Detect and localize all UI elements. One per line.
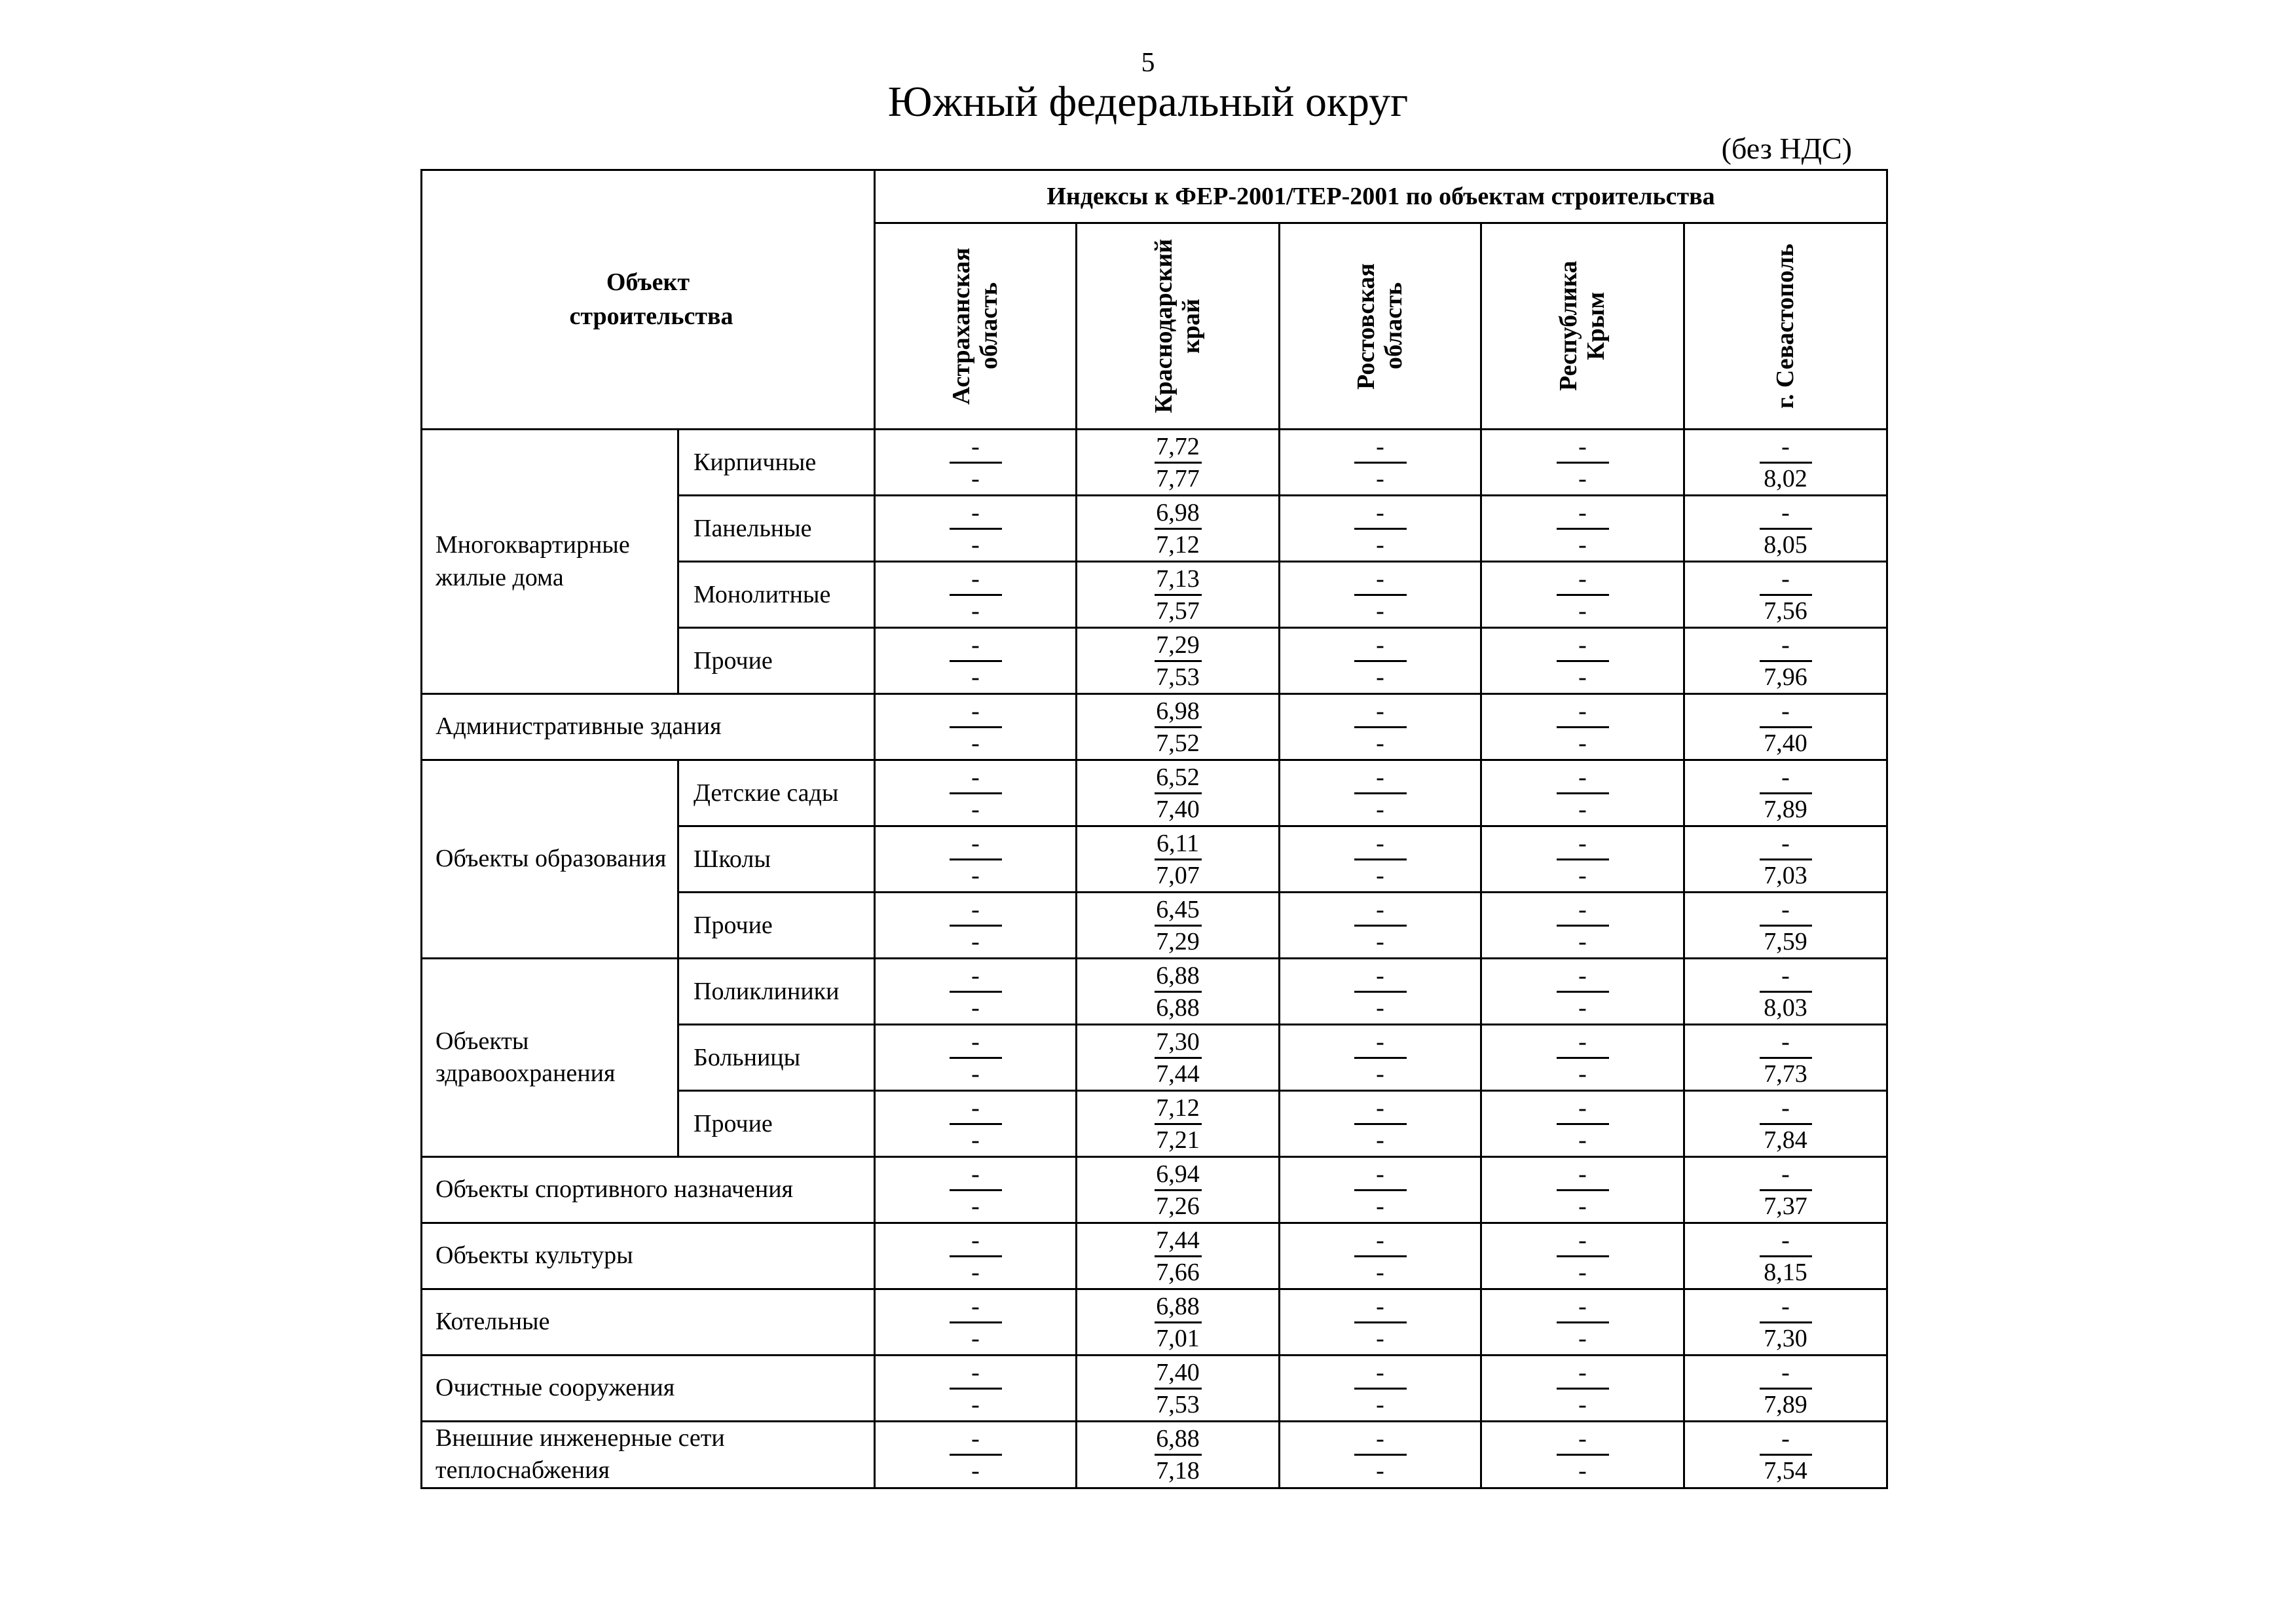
fer-index: -	[950, 961, 1002, 993]
category-cell: Объекты образования	[422, 760, 678, 959]
ter-index: -	[971, 1258, 980, 1286]
region-header-label: г. Севастополь	[1771, 243, 1799, 409]
fer-index: -	[950, 432, 1002, 464]
ter-index: 7,01	[1156, 1324, 1200, 1352]
fer-index: -	[1760, 828, 1812, 860]
fer-index: -	[1760, 1093, 1812, 1125]
ter-index: -	[1376, 795, 1384, 823]
region-header-label: Астраханская область	[947, 248, 1003, 405]
subcategory-cell: Прочие	[678, 893, 875, 959]
ter-index: 7,07	[1156, 861, 1200, 889]
fer-index: 7,13	[1155, 564, 1202, 596]
index-cell	[1684, 1025, 1887, 1091]
index-cell	[1684, 893, 1887, 959]
index-cell	[1280, 1091, 1481, 1157]
fer-index: -	[1557, 1424, 1609, 1456]
index-cell	[1684, 1422, 1887, 1488]
index-cell	[1481, 893, 1684, 959]
fer-index: 7,72	[1155, 432, 1202, 464]
fer-index: -	[950, 1159, 1002, 1191]
index-cell	[1077, 694, 1280, 760]
ter-index: -	[1376, 993, 1384, 1022]
ter-index: -	[971, 1324, 980, 1352]
ter-index: -	[1578, 1126, 1587, 1154]
ter-index: 7,30	[1764, 1324, 1807, 1352]
ter-index: 7,37	[1764, 1192, 1807, 1220]
region-header	[875, 223, 1077, 430]
index-cell	[1077, 893, 1280, 959]
ter-index: 7,40	[1156, 795, 1200, 823]
fer-index: -	[1557, 432, 1609, 464]
ter-index: -	[1376, 464, 1384, 492]
fer-index: 6,52	[1155, 762, 1202, 794]
subcategory-cell: Панельные	[678, 496, 875, 562]
fer-index: -	[1760, 1225, 1812, 1257]
index-cell	[1077, 959, 1280, 1025]
fer-index: 7,29	[1155, 630, 1202, 662]
ter-index: 6,88	[1156, 993, 1200, 1022]
index-cell	[1280, 826, 1481, 893]
index-cell	[875, 694, 1077, 760]
index-cell	[875, 1223, 1077, 1289]
index-cell	[1684, 628, 1887, 694]
index-cell	[875, 1091, 1077, 1157]
fer-index: -	[1354, 1424, 1407, 1456]
fer-index: -	[950, 1225, 1002, 1257]
index-cell	[1481, 1422, 1684, 1488]
category-cell: Объекты культуры	[422, 1223, 875, 1289]
fer-index: -	[1557, 828, 1609, 860]
ter-index: -	[1578, 1060, 1587, 1088]
index-cell	[1280, 760, 1481, 826]
fer-index: -	[1354, 895, 1407, 927]
indices-header: Индексы к ФЕР-2001/ТЕР-2001 по объектам строительства	[875, 170, 1887, 223]
ter-index: -	[1578, 663, 1587, 691]
page-number: 5	[1141, 48, 1155, 78]
ter-index: 7,84	[1764, 1126, 1807, 1154]
index-cell	[1481, 1025, 1684, 1091]
ter-index: -	[971, 1060, 980, 1088]
index-cell	[1684, 1289, 1887, 1356]
index-cell	[875, 1025, 1077, 1091]
ter-index: -	[1376, 1456, 1384, 1485]
ter-index: -	[971, 927, 980, 955]
category-cell: Очистные сооружения	[422, 1356, 875, 1422]
index-cell	[1481, 826, 1684, 893]
fer-index: -	[1760, 1291, 1812, 1323]
category-cell: Котельные	[422, 1289, 875, 1356]
ter-index: -	[1376, 1192, 1384, 1220]
ter-index: 7,03	[1764, 861, 1807, 889]
fer-index: -	[1760, 1027, 1812, 1059]
index-cell	[1077, 1157, 1280, 1223]
fer-index: -	[950, 1424, 1002, 1456]
region-header-label: Республика Крым	[1554, 261, 1610, 392]
fer-index: -	[1354, 696, 1407, 728]
ter-index: 7,21	[1156, 1126, 1200, 1154]
ter-index: -	[971, 1192, 980, 1220]
fer-index: -	[1557, 1225, 1609, 1257]
table-row	[422, 1289, 1887, 1356]
ter-index: -	[1376, 530, 1384, 559]
fer-index: -	[1354, 432, 1407, 464]
ter-index: -	[971, 993, 980, 1022]
index-cell	[1280, 1422, 1481, 1488]
region-header-label: Краснодарский край	[1149, 238, 1205, 414]
index-cell	[875, 1157, 1077, 1223]
index-cell	[1684, 562, 1887, 628]
table-row	[422, 1157, 1887, 1223]
region-header	[1481, 223, 1684, 430]
indices-table	[420, 169, 1888, 1489]
ter-index: -	[1578, 530, 1587, 559]
ter-index: -	[1578, 795, 1587, 823]
ter-index: 7,77	[1156, 464, 1200, 492]
index-cell	[1280, 430, 1481, 496]
fer-index: -	[1557, 696, 1609, 728]
ter-index: 7,66	[1156, 1258, 1200, 1286]
fer-index: -	[1760, 961, 1812, 993]
fer-index: -	[1354, 1093, 1407, 1125]
index-cell	[875, 628, 1077, 694]
ter-index: 7,40	[1764, 729, 1807, 757]
index-cell	[875, 1422, 1077, 1488]
fer-index: -	[950, 1027, 1002, 1059]
region-header-label: Ростовская область	[1352, 263, 1407, 390]
category-cell: Внешние инженерные сети теплоснабжения	[422, 1422, 875, 1488]
table-row	[422, 959, 1887, 1025]
index-cell	[1280, 694, 1481, 760]
index-cell	[1280, 628, 1481, 694]
fer-index: -	[1557, 762, 1609, 794]
ter-index: 7,29	[1156, 927, 1200, 955]
index-cell	[1077, 1091, 1280, 1157]
ter-index: -	[1578, 1192, 1587, 1220]
fer-index: -	[1557, 1159, 1609, 1191]
ter-index: -	[1578, 1456, 1587, 1485]
fer-index: -	[1557, 1291, 1609, 1323]
category-cell: Объекты здравоохранения	[422, 959, 678, 1157]
ter-index: 7,54	[1764, 1456, 1807, 1485]
ter-index: -	[971, 1126, 980, 1154]
ter-index: 7,89	[1764, 795, 1807, 823]
table-row	[422, 1422, 1887, 1488]
index-cell	[1280, 1223, 1481, 1289]
fer-index: -	[1557, 564, 1609, 596]
ter-index: -	[1376, 927, 1384, 955]
ter-index: -	[971, 1390, 980, 1418]
ter-index: 7,56	[1764, 597, 1807, 625]
table-row	[422, 694, 1887, 760]
ter-index: -	[1376, 1324, 1384, 1352]
table-row	[422, 760, 1887, 826]
ter-index: 7,18	[1156, 1456, 1200, 1485]
fer-index: -	[950, 828, 1002, 860]
ter-index: 7,96	[1764, 663, 1807, 691]
ter-index: 7,44	[1156, 1060, 1200, 1088]
table-row	[422, 1356, 1887, 1422]
index-cell	[1481, 1289, 1684, 1356]
index-cell	[875, 496, 1077, 562]
fer-index: -	[950, 630, 1002, 662]
ter-index: 7,73	[1764, 1060, 1807, 1088]
category-cell: Административные здания	[422, 694, 875, 760]
fer-index: -	[1354, 762, 1407, 794]
fer-index: 6,88	[1155, 1291, 1202, 1323]
fer-index: -	[1354, 961, 1407, 993]
ter-index: -	[971, 1456, 980, 1485]
index-cell	[1481, 1223, 1684, 1289]
fer-index: -	[950, 895, 1002, 927]
index-cell	[1077, 562, 1280, 628]
index-cell	[1481, 1091, 1684, 1157]
fer-index: -	[950, 1357, 1002, 1390]
subcategory-cell: Прочие	[678, 628, 875, 694]
fer-index: -	[950, 1291, 1002, 1323]
index-cell	[1481, 1157, 1684, 1223]
ter-index: 8,02	[1764, 464, 1807, 492]
index-cell	[1684, 430, 1887, 496]
category-cell: Многоквартирные жилые дома	[422, 430, 678, 694]
index-cell	[1280, 959, 1481, 1025]
fer-index: -	[1760, 762, 1812, 794]
index-cell	[1684, 760, 1887, 826]
index-cell	[1077, 1223, 1280, 1289]
fer-index: -	[950, 696, 1002, 728]
index-cell	[1280, 1157, 1481, 1223]
ter-index: 7,53	[1156, 663, 1200, 691]
index-cell	[875, 430, 1077, 496]
subcategory-cell: Детские сады	[678, 760, 875, 826]
index-cell	[1684, 694, 1887, 760]
index-cell	[1481, 430, 1684, 496]
ter-index: -	[1578, 729, 1587, 757]
fer-index: -	[1354, 1357, 1407, 1390]
fer-index: 6,98	[1155, 696, 1202, 728]
ter-index: 7,89	[1764, 1390, 1807, 1418]
index-cell	[1481, 760, 1684, 826]
region-header	[1280, 223, 1481, 430]
ter-index: -	[971, 729, 980, 757]
page-title: Южный федеральный округ	[887, 78, 1409, 126]
fer-index: -	[1557, 895, 1609, 927]
fer-index: 7,44	[1155, 1225, 1202, 1257]
fer-index: -	[1557, 1027, 1609, 1059]
fer-index: -	[1354, 630, 1407, 662]
ter-index: -	[1376, 1060, 1384, 1088]
fer-index: -	[950, 498, 1002, 530]
ter-index: -	[1376, 1390, 1384, 1418]
ter-index: 8,15	[1764, 1258, 1807, 1286]
fer-index: -	[1557, 498, 1609, 530]
subcategory-cell: Поликлиники	[678, 959, 875, 1025]
index-cell	[1077, 496, 1280, 562]
index-cell	[1481, 628, 1684, 694]
fer-index: -	[1760, 630, 1812, 662]
subcategory-cell: Монолитные	[678, 562, 875, 628]
index-cell	[1280, 1025, 1481, 1091]
fer-index: -	[1760, 696, 1812, 728]
ter-index: -	[1376, 729, 1384, 757]
fer-index: -	[1760, 1357, 1812, 1390]
ter-index: -	[1578, 927, 1587, 955]
index-cell	[1481, 959, 1684, 1025]
fer-index: 7,12	[1155, 1093, 1202, 1125]
fer-index: 6,11	[1155, 828, 1202, 860]
subcategory-cell: Больницы	[678, 1025, 875, 1091]
fer-index: -	[1354, 498, 1407, 530]
index-cell	[875, 826, 1077, 893]
index-cell	[1481, 1356, 1684, 1422]
region-header	[1684, 223, 1887, 430]
ter-index: 7,52	[1156, 729, 1200, 757]
ter-index: 8,03	[1764, 993, 1807, 1022]
fer-index: -	[1557, 961, 1609, 993]
ter-index: -	[1578, 597, 1587, 625]
subcategory-cell: Кирпичные	[678, 430, 875, 496]
ter-index: 7,57	[1156, 597, 1200, 625]
index-cell	[1684, 959, 1887, 1025]
subcategory-cell: Прочие	[678, 1091, 875, 1157]
fer-index: -	[1760, 1159, 1812, 1191]
ter-index: -	[1578, 1390, 1587, 1418]
index-cell	[1077, 760, 1280, 826]
ter-index: -	[971, 597, 980, 625]
index-cell	[1481, 694, 1684, 760]
fer-index: -	[1354, 1225, 1407, 1257]
fer-index: -	[1354, 564, 1407, 596]
ter-index: -	[1376, 1258, 1384, 1286]
ter-index: 7,53	[1156, 1390, 1200, 1418]
category-cell: Объекты спортивного назначения	[422, 1157, 875, 1223]
table-row	[422, 430, 1887, 496]
ter-index: 7,12	[1156, 530, 1200, 559]
fer-index: 6,88	[1155, 1424, 1202, 1456]
ter-index: -	[1376, 597, 1384, 625]
ter-index: -	[1578, 1324, 1587, 1352]
index-cell	[875, 1356, 1077, 1422]
index-cell	[1684, 1223, 1887, 1289]
index-cell	[875, 562, 1077, 628]
fer-index: 7,40	[1155, 1357, 1202, 1390]
fer-index: -	[1760, 1424, 1812, 1456]
fer-index: -	[1354, 1291, 1407, 1323]
fer-index: -	[1760, 432, 1812, 464]
object-header: Объект строительства	[422, 170, 875, 430]
fer-index: -	[1354, 1027, 1407, 1059]
index-cell	[1280, 1289, 1481, 1356]
ter-index: -	[1376, 861, 1384, 889]
index-cell	[1684, 1356, 1887, 1422]
index-cell	[1077, 826, 1280, 893]
ter-index: -	[1578, 861, 1587, 889]
ter-index: -	[1376, 1126, 1384, 1154]
ter-index: -	[971, 861, 980, 889]
fer-index: -	[950, 1093, 1002, 1125]
index-cell	[875, 760, 1077, 826]
fer-index: -	[1354, 1159, 1407, 1191]
table-row	[422, 1223, 1887, 1289]
fer-index: -	[1760, 564, 1812, 596]
index-cell	[1684, 496, 1887, 562]
fer-index: -	[950, 762, 1002, 794]
ter-index: 8,05	[1764, 530, 1807, 559]
index-cell	[1481, 562, 1684, 628]
fer-index: -	[1557, 1357, 1609, 1390]
ter-index: -	[1578, 993, 1587, 1022]
ter-index: 7,59	[1764, 927, 1807, 955]
fer-index: 6,98	[1155, 498, 1202, 530]
index-cell	[1077, 1356, 1280, 1422]
ter-index: -	[971, 795, 980, 823]
index-cell	[1280, 1356, 1481, 1422]
fer-index: 6,88	[1155, 961, 1202, 993]
index-cell	[1280, 893, 1481, 959]
index-cell	[875, 959, 1077, 1025]
ter-index: -	[971, 464, 980, 492]
fer-index: 6,45	[1155, 895, 1202, 927]
fer-index: -	[1557, 1093, 1609, 1125]
vat-note: (без НДС)	[1721, 132, 1852, 165]
fer-index: -	[1760, 895, 1812, 927]
index-cell	[1684, 826, 1887, 893]
ter-index: -	[971, 663, 980, 691]
region-header	[1077, 223, 1280, 430]
index-cell	[875, 893, 1077, 959]
fer-index: 6,94	[1155, 1159, 1202, 1191]
ter-index: -	[971, 530, 980, 559]
index-cell	[1280, 562, 1481, 628]
index-cell	[875, 1289, 1077, 1356]
fer-index: -	[1760, 498, 1812, 530]
index-cell	[1077, 430, 1280, 496]
index-cell	[1684, 1157, 1887, 1223]
ter-index: 7,26	[1156, 1192, 1200, 1220]
index-cell	[1077, 1289, 1280, 1356]
index-cell	[1280, 496, 1481, 562]
index-cell	[1077, 1025, 1280, 1091]
subcategory-cell: Школы	[678, 826, 875, 893]
fer-index: 7,30	[1155, 1027, 1202, 1059]
ter-index: -	[1578, 464, 1587, 492]
index-cell	[1684, 1091, 1887, 1157]
index-cell	[1077, 628, 1280, 694]
index-cell	[1077, 1422, 1280, 1488]
ter-index: -	[1376, 663, 1384, 691]
fer-index: -	[1354, 828, 1407, 860]
fer-index: -	[1557, 630, 1609, 662]
index-cell	[1481, 496, 1684, 562]
fer-index: -	[950, 564, 1002, 596]
ter-index: -	[1578, 1258, 1587, 1286]
